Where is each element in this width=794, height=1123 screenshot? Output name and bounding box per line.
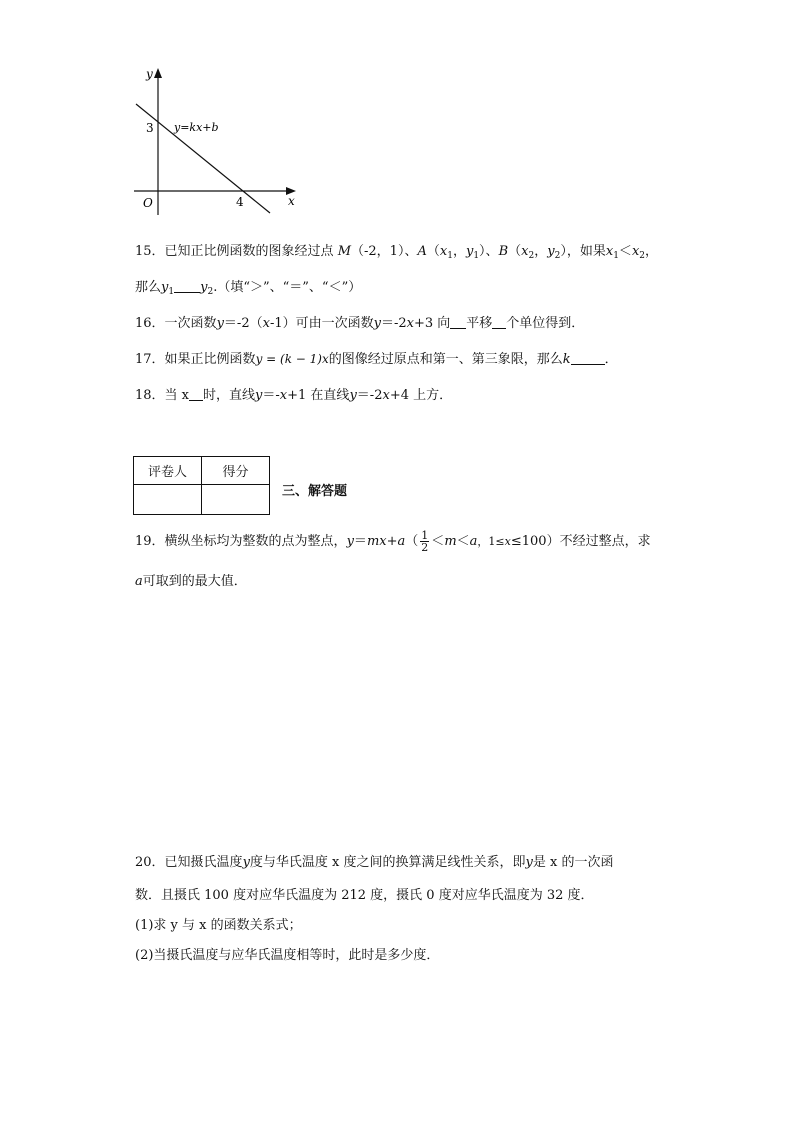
q15-cond-x2: x [631,244,640,259]
q16-eq1b: -1）可由一次函数 [269,316,374,331]
q19-number: 19． [135,534,165,549]
score-table-header-grader: 评卷人 [134,457,202,485]
q15-answer-blank[interactable] [174,280,200,293]
q19-lt1: ＜ [431,534,445,549]
q15-x1-sub: 1 [447,251,453,261]
score-table [133,456,270,515]
q16-x: x [262,316,270,331]
q19-x: x [379,534,387,549]
q17-text1: 如果正比例函数 [164,352,256,367]
q15-ans-y1-sub: 1 [168,287,175,297]
q15-m-coords: （-2，1）、 [351,244,418,259]
q16-number: 16． [135,316,165,331]
q15-point-a: A [417,244,427,259]
score-table-header-score: 得分 [202,457,270,485]
line-equation-label: y=kx+b [174,121,219,134]
q15-cond-x1: x [605,244,614,259]
q15-y1: y [465,244,474,259]
q15-cond-x2-sub: 2 [639,251,646,261]
x-intercept-label: 4 [236,195,244,209]
q15-y2-sub: 2 [554,251,561,261]
q15-text2: 那么 [135,280,162,295]
q19-open: （ [405,534,419,549]
q15-comma2: ， [534,244,548,259]
q19-fraction-denominator: 2 [421,541,429,554]
q15-ans-y2: y [200,280,208,295]
q19-fraction [420,530,429,553]
q19-plus: + [386,534,398,549]
q16-y2: y [373,316,381,331]
q15-ans-y2-sub: 2 [207,287,214,297]
q16-eq2b: +3 向 [413,316,451,331]
q15-end1: ， [645,244,659,259]
q15-number: 15． [135,244,165,259]
q19-x2: x [504,535,511,548]
q19-a2: a [469,534,478,549]
q20-text1b: 度与华氏温度 x 度之间的换算满足线性关系，即 [249,855,526,870]
q19-line1 [135,530,651,553]
q19-fraction-numerator: 1 [421,529,429,542]
q18 [135,384,452,403]
y-intercept-label: 3 [146,121,154,135]
q17-end: ． [604,352,618,367]
q15-line2 [135,276,361,297]
q18-text1: 当 x [164,388,190,403]
y-axis-arrow [154,68,162,78]
q17 [135,348,618,367]
q16-x2: x [406,316,414,331]
q19-e1: ＝ [353,534,367,549]
q18-number: 18． [135,388,165,403]
q15-ans-y1: y [161,280,169,295]
score-table-grader-cell[interactable] [134,485,202,515]
q16-text1: 一次函数 [164,316,217,331]
q18-e2: ＝-2 [356,388,383,403]
q16-direction-blank[interactable] [450,316,466,329]
q20-number: 20． [135,855,165,870]
q18-text2: 时，直线 [203,388,256,403]
section-title: 三、解答题 [282,484,348,499]
q19-a3: a [135,574,143,589]
q19-cond2: ≤100）不经过整点，求 [510,534,651,549]
q16-eq1: ＝-2（ [223,316,263,331]
q18-e1b: +1 在直线 [287,388,350,403]
q20-y: y [242,855,250,870]
q19-m2: m [444,534,457,549]
linear-function-graph [128,60,308,220]
q19-text2: 可取到的最大值． [142,574,247,589]
q16-eq2: ＝-2 [380,316,407,331]
q17-answer-blank[interactable] [571,352,605,365]
q18-y1: y [255,388,263,403]
q15-line1 [135,240,658,261]
q16-units-blank[interactable] [492,316,506,329]
q17-number: 17． [135,352,165,367]
q16 [135,312,584,331]
q19-m: m [366,534,380,549]
q18-answer-blank[interactable] [189,388,203,401]
q15-a-open: （ [426,244,440,259]
q20-line1 [135,851,614,870]
q15-y1-sub: 1 [473,251,480,261]
q20-text1c: 是 x 的一次函 [532,855,614,870]
origin-label: O [143,196,153,210]
q19-lt2: ＜ [456,534,470,549]
q15-x1: x [439,244,448,259]
q18-x1: x [279,388,288,403]
q19-line2 [135,570,247,589]
q18-x2: x [382,388,390,403]
q19-y: y [346,534,354,549]
q20-part2: (2)当摄氏温度与应华氏温度相等时，此时是多少度． [135,948,440,963]
q19-a: a [397,534,406,549]
q15-y2: y [547,244,555,259]
q17-text2: 的图像经过原点和第一、第三象限，那么 [328,352,563,367]
q15-a-close: ）、 [479,244,499,259]
q18-y2: y [349,388,357,403]
q18-e1: ＝- [262,388,280,403]
q15-x2: x [521,244,529,259]
q15-text3: .（填“＞”、“＝”、“＜”） [213,280,362,295]
q15-text1: 已知正比例函数的图象经过点 [164,244,334,259]
q16-mid: 平移 [466,316,493,331]
score-table-score-cell[interactable] [202,485,270,515]
q19-cond: ，1≤ [477,535,505,548]
q20-y2: y [525,855,533,870]
q15-b-open: （ [508,244,522,259]
q15-cond-x1-sub: 1 [613,251,619,261]
q15-comma1: ， [452,244,466,259]
x-axis-label: x [288,194,295,208]
q15-x2-sub: 2 [528,251,535,261]
q17-k: k [562,352,571,367]
q16-y: y [216,316,224,331]
q19-text1: 横纵坐标均为整数的点为整点， [164,534,347,549]
q20-part1: (1)求 y 与 x 的函数关系式； [135,918,302,933]
q18-e2b: +4 上方． [389,388,453,403]
q15-point-b: B [498,244,509,259]
y-axis-label: y [146,67,153,81]
q15-point-m: M [337,244,352,259]
q15-b-close: ），如果 [560,244,606,259]
q20-line2: 数．且摄氏 100 度对应华氏温度为 212 度，摄氏 0 度对应华氏温度为 32 度． [135,888,594,903]
q15-cond-lt: ＜ [618,244,632,259]
q16-end: 个单位得到． [506,316,585,331]
q20-text1: 已知摄氏温度 [164,855,243,870]
q17-function: y = (k − 1)x [255,352,329,366]
